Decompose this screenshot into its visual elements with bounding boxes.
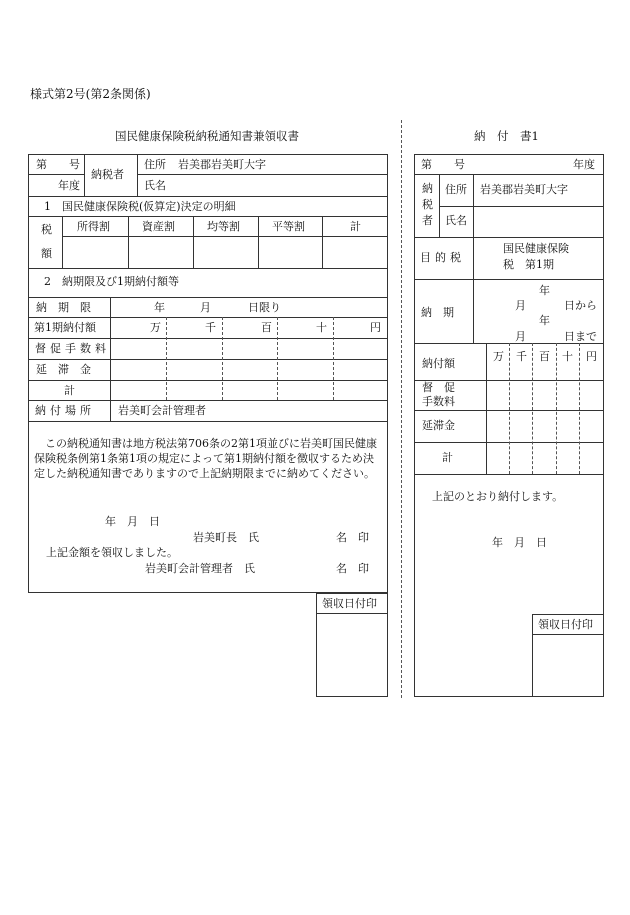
col-income: 所得割	[77, 220, 110, 233]
slip-unit-en: 円	[586, 350, 597, 363]
due-month: 月	[200, 301, 211, 314]
col-asset: 資産割	[142, 220, 175, 233]
section2-heading: 2 納期限及び1期納付額等	[44, 275, 179, 288]
slip-pay-label: 納付額	[422, 357, 455, 370]
slip-late-label: 延滞金	[422, 419, 455, 432]
slip-unit-sen: 千	[516, 350, 527, 363]
slip-date: 年 月 日	[492, 536, 547, 549]
slip-fee-label-line1: 督 促	[422, 381, 455, 394]
payment-slip-title: 納 付 書1	[474, 129, 539, 143]
due-label: 納 期 限	[36, 301, 91, 314]
slip-from-day: 日から	[564, 299, 597, 312]
slip-from-month: 月	[515, 299, 526, 312]
unit-sen: 千	[205, 321, 216, 334]
unit-juu: 十	[316, 321, 327, 334]
place-label: 納付場所	[35, 404, 95, 417]
notice-date: 年 月 日	[105, 515, 160, 528]
purpose-value-line1: 国民健康保険	[503, 242, 569, 255]
notice-address-value: 岩美郡岩美町大字	[178, 158, 266, 171]
due-day: 日限り	[248, 301, 281, 314]
slip-name-label: 氏名	[445, 214, 467, 227]
slip-stamp-label: 領収日付印	[538, 618, 593, 631]
mayor-seal: 名 印	[336, 531, 369, 544]
slip-year-label: 年度	[573, 158, 595, 171]
slip-unit-juu: 十	[562, 350, 573, 363]
pay-label: 第1期納付額	[34, 321, 96, 334]
receipt-stamp-label: 領収日付印	[322, 597, 377, 610]
slip-confirm-text: 上記のとおり納付します。	[432, 490, 564, 503]
slip-to-year: 年	[539, 314, 550, 327]
form-number: 様式第2号(第2条関係)	[30, 87, 151, 101]
slip-from-year: 年	[539, 284, 550, 297]
unit-en: 円	[370, 321, 381, 334]
slip-to-month: 月	[515, 330, 526, 343]
section1-heading: 1 国民健康保険税(仮算定)決定の明細	[44, 200, 236, 213]
due-year: 年	[154, 301, 165, 314]
col-total: 計	[350, 220, 361, 233]
total-label: 計	[64, 384, 75, 397]
unit-man: 万	[150, 321, 161, 334]
tax-label-bottom: 額	[41, 247, 52, 260]
late-label: 延 滞 金	[36, 363, 91, 376]
received-text: 上記金額を領収しました。	[46, 546, 178, 559]
fee-label: 督促手数料	[35, 342, 110, 355]
cut-line	[401, 120, 402, 698]
slip-fee-label-line2: 手数料	[422, 395, 455, 408]
slip-due-label: 納 期	[421, 306, 454, 319]
mayor-line: 岩美町長 氏	[193, 531, 259, 544]
purpose-label: 目的税	[420, 251, 465, 264]
col-per-capita: 均等割	[207, 220, 240, 233]
treasurer-seal: 名 印	[336, 562, 369, 575]
slip-address-label: 住所	[445, 183, 467, 196]
place-value: 岩美町会計管理者	[118, 404, 206, 417]
slip-address-value: 岩美郡岩美町大字	[480, 183, 568, 196]
notice-title: 国民健康保険税納税通知書兼領収書	[115, 129, 299, 143]
slip-taxpayer-label: 納税者	[422, 182, 433, 227]
slip-to-day: 日まで	[564, 330, 597, 343]
notice-taxpayer-label: 納税者	[91, 168, 124, 181]
slip-total-label: 計	[442, 451, 453, 464]
slip-unit-hyaku: 百	[539, 350, 550, 363]
slip-unit-man: 万	[493, 350, 504, 363]
notice-name-label: 氏名	[144, 179, 166, 192]
treasurer-line: 岩美町会計管理者 氏	[145, 562, 255, 575]
col-equal: 平等割	[272, 220, 305, 233]
notice-paragraph: この納税通知書は地方税法第706条の2第1項並びに岩美町国民健康保険税条例第1条第1項の規定によって第1期納付額を徴収するため決定した納税通知書でありますので上記納期限までに納めてください。	[34, 437, 377, 480]
notice-address-label: 住所	[144, 158, 166, 171]
notice-number-label: 第 号	[36, 158, 80, 171]
unit-hyaku: 百	[261, 321, 272, 334]
slip-number-label: 第 号	[421, 158, 465, 171]
notice-year-label: 年度	[58, 179, 80, 192]
tax-label-top: 税	[41, 223, 52, 236]
purpose-value-line2: 税 第1期	[503, 258, 554, 271]
